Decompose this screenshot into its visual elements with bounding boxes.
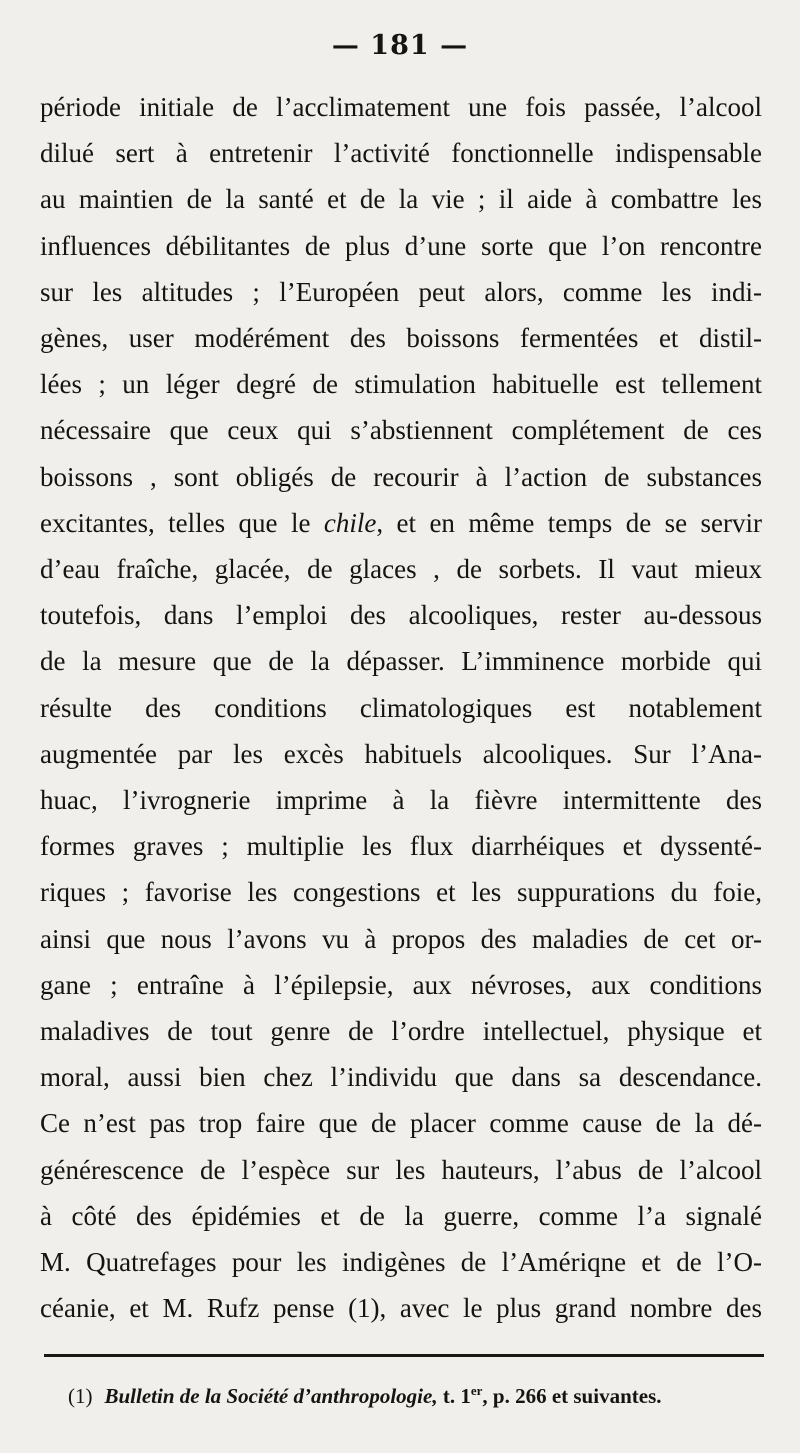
text-line: nécessaire que ceux qui s’abstiennent complétement de ces bbox=[40, 415, 762, 446]
footnote-number: (1) bbox=[68, 1384, 93, 1408]
text-line: augmentée par les excès habituels alcooliques. Sur l’Ana- bbox=[40, 738, 762, 769]
footnote-rest: , p. 266 et suivantes. bbox=[482, 1384, 662, 1408]
text-segment: excitantes, telles que le bbox=[40, 507, 311, 538]
text-line: résulte des conditions climatologiques est notablement bbox=[40, 692, 762, 723]
text-line: dilué sert à entretenir l’activité fonctionnelle indispensable bbox=[40, 138, 762, 169]
text-line-with-italic bbox=[40, 500, 762, 546]
text-line: gane ; entraîne à l’épilepsie, aux névroses, aux conditions bbox=[40, 969, 762, 1000]
text-line: riques ; favorise les congestions et les suppurations du foie, bbox=[40, 877, 762, 908]
footnote-volume: t. 1 bbox=[437, 1384, 471, 1408]
text-line: lées ; un léger degré de stimulation habituelle est tellement bbox=[40, 369, 762, 400]
text-line: influences débilitantes de plus d’une sorte que l’on rencontre bbox=[40, 230, 762, 261]
text-line: toutefois, dans l’emploi des alcooliques, rester au-dessous bbox=[40, 600, 762, 631]
text-line: d’eau fraîche, glacée, de glaces , de sorbets. Il vaut mieux bbox=[40, 554, 762, 585]
italic-word: chile bbox=[323, 507, 377, 538]
text-segment: , et en même temps de se servir bbox=[376, 507, 762, 538]
text-line: ainsi que nous l’avons vu à propos des maladies de cet or- bbox=[40, 923, 762, 954]
text-line: de la mesure que de la dépasser. L’imminence morbide qui bbox=[40, 646, 762, 677]
text-line: sur les altitudes ; l’Européen peut alors, comme les indi- bbox=[40, 276, 762, 307]
footnote-volume-superscript: er bbox=[470, 1383, 483, 1398]
text-line: Ce n’est pas trop faire que de placer comme cause de la dé- bbox=[40, 1108, 762, 1139]
text-line: formes graves ; multiplie les flux diarrhéiques et dyssenté- bbox=[40, 831, 762, 862]
text-line: M. Quatrefages pour les indigènes de l’Amériqne et de l’O- bbox=[40, 1247, 762, 1278]
text-line: boissons , sont obligés de recourir à l’action de substances bbox=[40, 461, 762, 492]
body-text bbox=[40, 84, 762, 1331]
text-line: au maintien de la santé et de la vie ; il aide à combattre les bbox=[40, 184, 762, 215]
text-line: période initiale de l’acclimatement une fois passée, l’alcool bbox=[40, 92, 762, 122]
text-line: maladives de tout genre de l’ordre intellectuel, physique et bbox=[40, 1016, 762, 1047]
text-line: gènes, user modérément des boissons fermentées et distil- bbox=[40, 323, 762, 354]
text-line: à côté des épidémies et de la guerre, comme l’a signalé bbox=[40, 1200, 762, 1231]
footnote-divider bbox=[44, 1354, 764, 1357]
text-line: huac, l’ivrognerie imprime à la fièvre intermittente des bbox=[40, 785, 762, 816]
page-number: — 181 — bbox=[331, 30, 469, 61]
text-line: céanie, et M. Rufz pense (1), avec le plus grand nombre des bbox=[40, 1293, 762, 1324]
footnote-title: Bulletin de la Société d’anthropologie, bbox=[104, 1384, 438, 1408]
text-line: moral, aussi bien chez l’individu que dans sa descendance. bbox=[40, 1062, 762, 1093]
footnote bbox=[68, 1383, 768, 1409]
text-line: générescence de l’espèce sur les hauteurs, l’abus de l’alcool bbox=[40, 1154, 762, 1185]
